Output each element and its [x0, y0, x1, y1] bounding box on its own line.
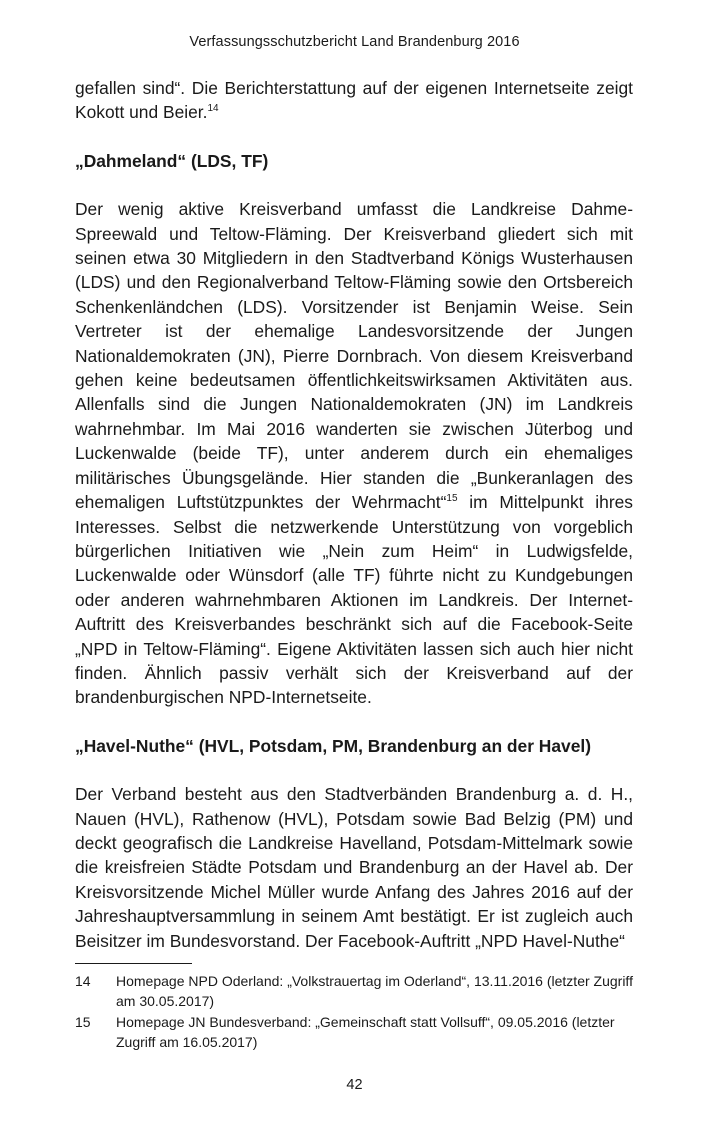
intro-paragraph-text: gefallen sind“. Die Berichterstattung auf der eigenen Internetseite zeigt Kokott und Beier. — [75, 78, 633, 123]
footnote-number: 15 — [75, 1014, 91, 1030]
section-heading-dahmeland: „Dahmeland“ (LDS, TF) — [75, 150, 269, 171]
section-paragraph-dahmeland — [75, 197, 633, 710]
page-number: 42 — [346, 1077, 363, 1093]
paragraph-gap — [75, 710, 633, 734]
section-heading-havel-nuthe: „Havel-Nuthe“ (HVL, Potsdam, PM, Brandenburg an der Havel) — [75, 735, 592, 756]
footnote-text: Homepage JN Bundesverband: „Gemeinschaft statt Vollsuff“, 09.05.2016 (letzter Zugriff am 16.05.2017) — [116, 1014, 615, 1050]
intro-paragraph — [75, 76, 633, 125]
paragraph-text-part2: im Mittelpunkt ihres Interesses. Selbst die netzwerkende Unterstützung von vorgeblich bürgerlichen Initiativen wie „Nein zum Heim“ in Ludwigsfelde, Luckenwalde oder Wünsdorf (alle TF) führte nicht zu Kundgebungen oder anderen wahrnehmbaren Aktionen im Landkreis. Der Internet-Auftritt des Kreisverbandes beschränkt sich auf die Facebook-Seite „NPD in Teltow-Fläming“. Eigene Aktivitäten lassen sich auch hier nicht finden. Ähnlich passiv verhält sich der Kreisverband auf der brandenburgischen NPD-Internetseite. — [75, 492, 633, 708]
footnote-14 — [75, 972, 633, 1011]
footnote-ref-15: 15 — [446, 493, 458, 505]
paragraph-gap — [75, 758, 633, 782]
paragraph-gap — [75, 125, 633, 149]
footnotes — [75, 972, 633, 1054]
footnote-15 — [75, 1013, 633, 1052]
footnote-separator — [75, 963, 192, 964]
paragraph-gap — [75, 173, 633, 197]
footnote-number: 14 — [75, 973, 91, 989]
section-paragraph-havel-nuthe: Der Verband besteht aus den Stadtverbänden Brandenburg a. d. H., Nauen (HVL), Rathenow (HVL), Potsdam sowie Bad Belzig (PM) und deckt geografisch die Landkreise Havelland, Potsdam-Mittelmark sowie die kreisfreien Städte Potsdam und Brandenburg an der Havel ab. Der Kreisvorsitzende Michel Müller wurde Anfang des Jahres 2016 auf der Jahreshauptversammlung in seinem Amt bestätigt. Er ist zugleich auch Beisitzer im Bundesvorstand. Der Facebook-Auftritt „NPD Havel-Nuthe“ — [75, 784, 633, 951]
running-header: Verfassungsschutzbericht Land Brandenburg 2016 — [189, 34, 520, 50]
main-text — [75, 76, 633, 953]
paragraph-text-part1: Der wenig aktive Kreisverband umfasst die Landkreise Dahme-Spreewald und Teltow-Fläming. Der Kreisverband gliedert sich mit seinen etwa 30 Mitgliedern in den Stadtverband Königs Wusterhausen (LDS) und den Regionalverband Teltow-Fläming sowie den Ortsbereich Schenkenländchen (LDS). Vorsitzender ist Benjamin Weise. Sein Vertreter ist der ehemalige Landesvorsitzende der Jungen Nationaldemokraten (JN), Pierre Dornbrach. Von diesem Kreisverband gehen keine bedeutsamen öffentlichkeitswirksamen Aktivitäten aus. Allenfalls sind die Jungen Nationaldemokraten (JN) im Landkreis wahrnehmbar. Im Mai 2016 wanderten sie zwischen Jüterbog und Luckenwalde (beide TF), unter anderem durch ein ehemaliges militärisches Übungsgelände. Hier standen die „Bunkeranlagen des ehemaligen Luftstützpunktes der Wehrmacht“ — [75, 199, 633, 513]
footnote-text: Homepage NPD Oderland: „Volkstrauertag im Oderland“, 13.11.2016 (letzter Zugriff am 30.05.2017) — [116, 973, 633, 1009]
footnote-ref-14: 14 — [207, 103, 219, 115]
